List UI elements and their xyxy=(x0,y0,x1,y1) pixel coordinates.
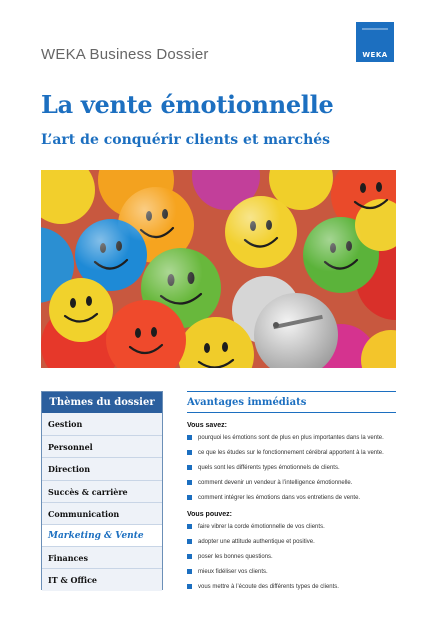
list-item xyxy=(187,449,396,457)
you-can-label: Vous pouvez: xyxy=(187,511,232,518)
you-know-list xyxy=(187,434,396,502)
bullet-square-icon xyxy=(187,539,192,544)
bullet-square-icon xyxy=(187,495,192,500)
logo-stripe xyxy=(362,28,388,30)
list-item-text: faire vibrer la corde émotionnelle de vos clients. xyxy=(198,524,325,530)
list-item-text: quels sont les différents types émotionnels de clients. xyxy=(198,465,340,471)
list-item-text: ce que les études sur le fonctionnement cérébral apportent à la vente. xyxy=(198,450,384,456)
list-item-text: pourquoi les émotions sont de plus en plus importantes dans la vente. xyxy=(198,435,384,441)
bullet-square-icon xyxy=(187,569,192,574)
list-item xyxy=(187,538,396,546)
theme-item-direction[interactable]: Direction xyxy=(42,457,162,479)
list-item xyxy=(187,568,396,576)
themes-heading: Thèmes du dossier xyxy=(42,392,162,413)
bullet-square-icon xyxy=(187,435,192,440)
you-know-label: Vous savez: xyxy=(187,422,227,429)
page-title: La vente émotionnelle xyxy=(41,90,334,119)
list-item-text: poser les bonnes questions. xyxy=(198,554,273,560)
weka-logo xyxy=(356,22,394,62)
page-subtitle: L’art de conquérir clients et marchés xyxy=(41,132,331,148)
bullet-square-icon xyxy=(187,584,192,589)
divider xyxy=(187,412,396,413)
themes-panel xyxy=(41,391,163,590)
list-item xyxy=(187,464,396,472)
bullet-square-icon xyxy=(187,480,192,485)
list-item-text: comment intégrer les émotions dans vos entretiens de vente. xyxy=(198,495,361,501)
bullet-square-icon xyxy=(187,450,192,455)
list-item xyxy=(187,553,396,561)
series-name: WEKA Business Dossier xyxy=(41,46,209,63)
theme-item-succes-carriere[interactable]: Succès & carrière xyxy=(42,480,162,502)
theme-item-personnel[interactable]: Personnel xyxy=(42,435,162,457)
list-item xyxy=(187,479,396,487)
advantages-section xyxy=(187,391,396,591)
logo-text: WEKA xyxy=(362,51,388,59)
bullet-square-icon xyxy=(187,465,192,470)
list-item xyxy=(187,494,396,502)
list-item-text: vous mettre à l’écoute des différents types de clients. xyxy=(198,584,339,590)
theme-item-finances[interactable]: Finances xyxy=(42,546,162,568)
cover-photo-smiley-buttons xyxy=(41,170,396,368)
bullet-square-icon xyxy=(187,554,192,559)
theme-item-communication[interactable]: Communication xyxy=(42,502,162,524)
list-item-text: mieux fidéliser vos clients. xyxy=(198,569,268,575)
list-item xyxy=(187,434,396,442)
theme-item-marketing-vente[interactable]: Marketing & Vente xyxy=(42,524,162,546)
list-item xyxy=(187,583,396,591)
you-can-list xyxy=(187,523,396,591)
list-item-text: adopter une attitude authentique et positive. xyxy=(198,539,315,545)
bullet-square-icon xyxy=(187,524,192,529)
advantages-heading: Avantages immédiats xyxy=(187,397,307,408)
list-item-text: comment devenir un vendeur à l’intelligence émotionnelle. xyxy=(198,480,353,486)
list-item xyxy=(187,523,396,531)
theme-item-gestion[interactable]: Gestion xyxy=(42,413,162,435)
theme-item-it-office[interactable]: IT & Office xyxy=(42,568,162,590)
